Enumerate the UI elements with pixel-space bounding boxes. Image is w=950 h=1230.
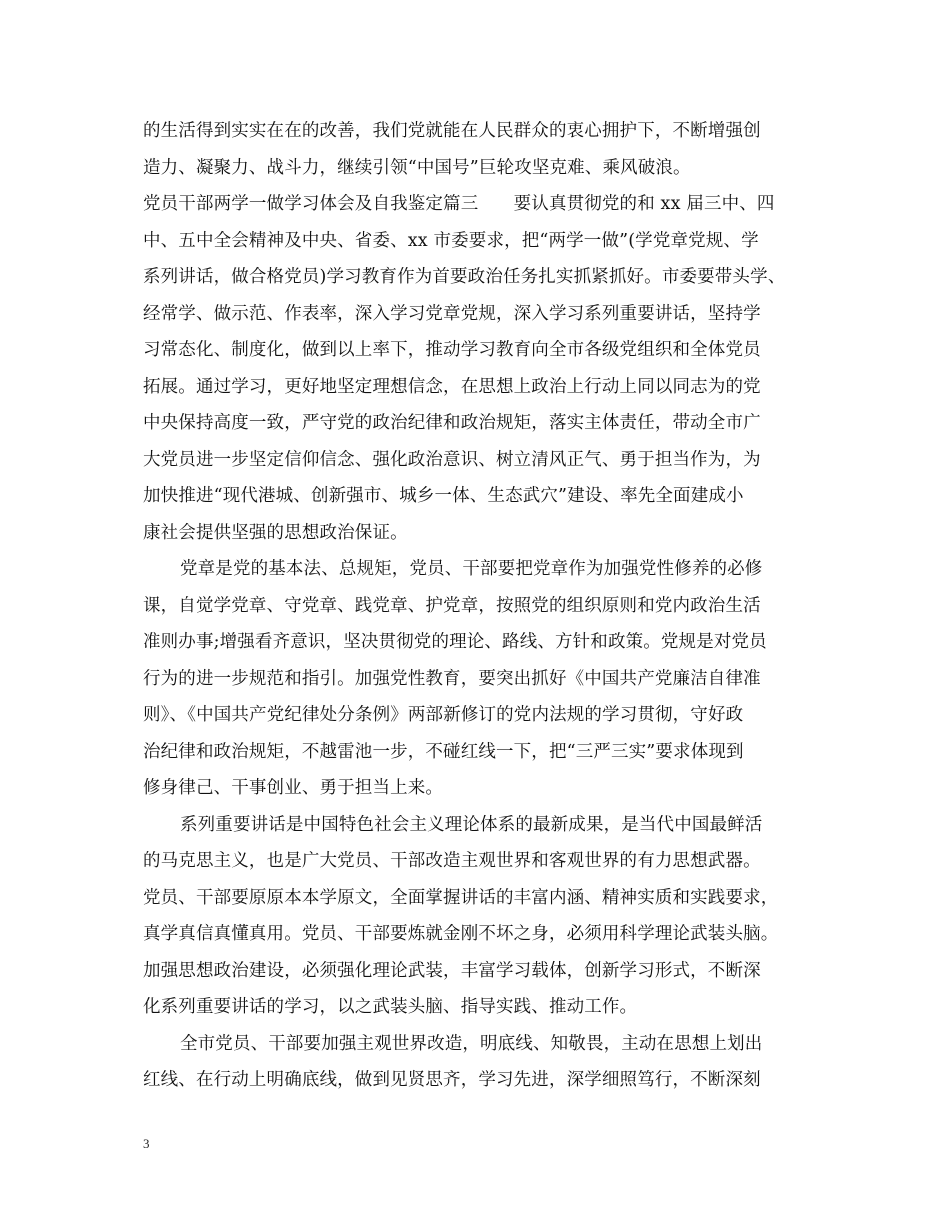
text-line: 行为的进一步规范和指引。加强党性教育，要突出抓好《中国共产党廉洁自律准 xyxy=(143,668,761,689)
text-line: 真学真信真懂真用。党员、干部要炼就金刚不坏之身，必须用科学理论武装头脑。 xyxy=(143,924,779,944)
text-line: 造力、凝聚力、战斗力，继续引领“中国号”巨轮攻坚克难、乘风破浪。 xyxy=(143,157,691,178)
text-line: 拓展。通过学习，更好地坚定理想信念，在思想上政治上行动上同以同志为的党 xyxy=(143,376,761,397)
text-line: 准则办事;增强看齐意识，坚决贯彻党的理论、路线、方针和政策。党规是对党员 xyxy=(143,632,767,652)
text-line: 康社会提供坚强的思想政治保证。 xyxy=(143,522,408,543)
text-line: 大党员进一步坚定信仰信念、强化政治意识、树立清风正气、勇于担当作为，为 xyxy=(143,449,761,470)
text-line: 修身律己、干事创业、勇于担当上来。 xyxy=(143,778,444,798)
text-line: 党员干部两学一做学习体会及自我鉴定篇三 要认真贯彻党的和 xx 届三中、四 xyxy=(143,194,775,214)
text-line: 化系列重要讲话的学习，以之武装头脑、指导实践、推动工作。 xyxy=(143,997,638,1017)
text-line: 课，自觉学党章、守党章、践党章、护党章，按照党的组织原则和党内政治生活 xyxy=(143,595,761,616)
document-body xyxy=(143,113,823,1099)
text-line: 系列重要讲话是中国特色社会主义理论体系的最新成果，是当代中国最鲜活 xyxy=(180,814,763,835)
text-line: 系列讲话，做合格党员)学习教育作为首要政治任务扎实抓紧抓好。市委要带头学、 xyxy=(143,267,786,287)
text-line: 红线、在行动上明确底线，做到见贤思齐，学习先进，深学细照笃行，不断深刻 xyxy=(143,1070,761,1090)
text-line: 习常态化、制度化，做到以上率下，推动学习教育向全市各级党组织和全体党员 xyxy=(143,340,761,360)
text-line: 治纪律和政治规矩，不越雷池一步，不碰红线一下，把“三严三实”要求体现到 xyxy=(143,741,744,762)
text-line: 经常学、做示范、作表率，深入学习党章党规，深入学习系列重要讲话，坚持学 xyxy=(143,303,761,324)
text-line: 全市党员、干部要加强主观世界改造，明底线、知敬畏，主动在思想上划出 xyxy=(180,1033,763,1054)
text-line: 中央保持高度一致，严守党的政治纪律和政治规矩，落实主体责任，带动全市广 xyxy=(143,413,761,433)
text-line: 加强思想政治建设，必须强化理论武装，丰富学习载体，创新学习形式，不断深 xyxy=(143,960,761,981)
page-number: 3 xyxy=(143,1136,150,1151)
text-line: 中、五中全会精神及中央、省委、xx 市委要求，把“两学一做”(学党章党规、学 xyxy=(143,230,759,251)
text-line: 则》、《中国共产党纪律处分条例》两部新修订的党内法规的学习贯彻，守好政 xyxy=(143,705,744,725)
text-line: 党员、干部要原原本本学原文，全面掌握讲话的丰富内涵、精神实质和实践要求， xyxy=(143,887,779,908)
text-line: 加快推进“现代港城、创新强市、城乡一体、生态武穴”建设、率先全面建成小 xyxy=(143,486,744,506)
text-line: 党章是党的基本法、总规矩，党员、干部要把党章作为加强党性修养的必修 xyxy=(180,559,763,579)
text-line: 的马克思主义，也是广大党员、干部改造主观世界和客观世界的有力思想武器。 xyxy=(143,851,761,871)
text-line: 的生活得到实实在在的改善，我们党就能在人民群众的衷心拥护下，不断增强创 xyxy=(143,121,761,141)
